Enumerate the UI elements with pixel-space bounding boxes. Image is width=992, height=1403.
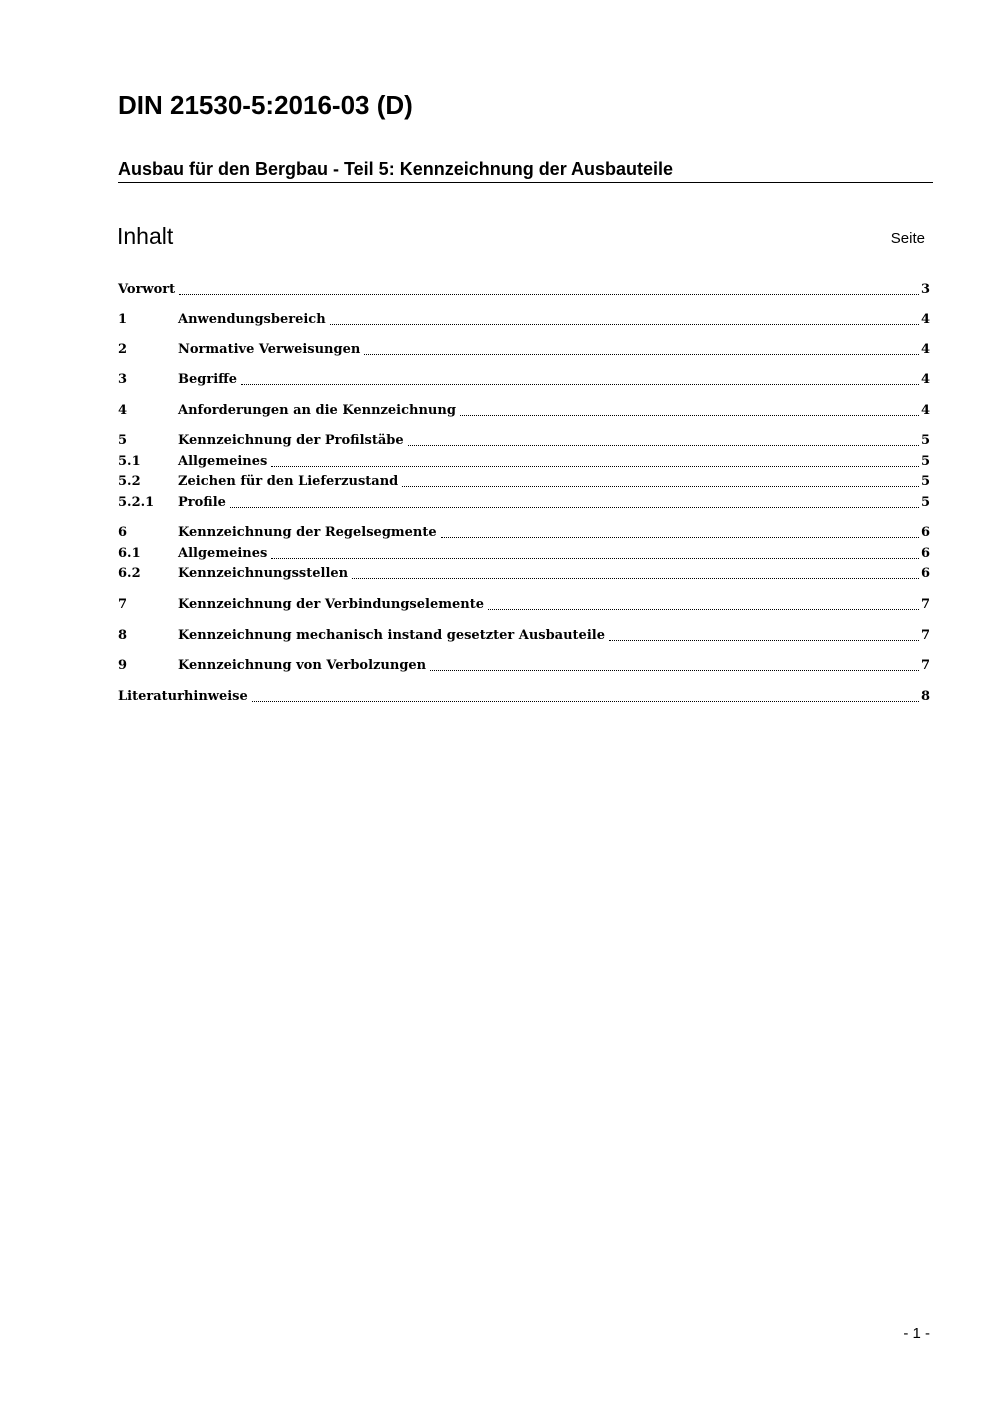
toc-heading: Inhalt — [117, 223, 174, 249]
footer-page-number: - 1 - — [903, 1325, 930, 1342]
toc-entry-title: Allgemeines — [178, 454, 268, 469]
toc-entry-number: 6.2 — [118, 566, 141, 581]
toc-entry-2[interactable] — [118, 340, 930, 360]
toc-entry-5-2[interactable] — [118, 472, 930, 492]
toc-entry-number: 5.2 — [118, 474, 141, 489]
toc-entry-4[interactable] — [118, 401, 930, 421]
toc-entry-number: 3 — [118, 372, 128, 387]
toc-entry-page: 8 — [920, 689, 930, 704]
toc-entry-5-1[interactable] — [118, 452, 930, 472]
toc-dot-leader — [364, 340, 919, 355]
toc-entry-number: 1 — [118, 312, 128, 327]
document-number: DIN 21530-5:2016-03 (D) — [118, 90, 413, 120]
toc-entry-title: Kennzeichnung mechanisch instand gesetzter Ausbauteile — [178, 628, 605, 643]
toc-entry-6-2[interactable] — [118, 564, 930, 584]
toc-entry-9[interactable] — [118, 656, 930, 676]
toc-entry-title: Kennzeichnung von Verbolzungen — [178, 658, 427, 673]
toc-dot-leader — [230, 493, 919, 508]
toc-entry-number: 6 — [118, 525, 128, 540]
toc-entry-title: Begriffe — [178, 372, 238, 387]
toc-dot-leader — [271, 544, 919, 559]
toc-entry-title: Kennzeichnungsstellen — [178, 566, 349, 581]
toc-dot-leader — [352, 564, 919, 579]
toc-entry-title: Normative Verweisungen — [178, 342, 361, 357]
toc-entry-8[interactable] — [118, 626, 930, 646]
toc-entry-title: Kennzeichnung der Regelsegmente — [178, 525, 437, 540]
toc-entry-page: 6 — [920, 525, 930, 540]
toc-entry-title: Zeichen für den Lieferzustand — [178, 474, 399, 489]
toc-dot-leader — [408, 431, 919, 446]
toc-dot-leader — [460, 401, 919, 416]
toc-dot-leader — [609, 626, 919, 641]
toc-entry-number: 7 — [118, 597, 128, 612]
toc-dot-leader — [488, 595, 919, 610]
toc-entry-page: 6 — [920, 546, 930, 561]
toc-entry-page: 3 — [920, 282, 930, 297]
toc-entry-title: Allgemeines — [178, 546, 268, 561]
toc-entry-page: 7 — [920, 658, 930, 673]
toc-entry-page: 5 — [920, 454, 930, 469]
toc-entry-title: Profile — [178, 495, 226, 510]
toc-entry-5-2-1[interactable] — [118, 493, 930, 513]
toc-dot-leader — [330, 310, 919, 325]
toc-entry-literaturhinweise[interactable] — [118, 687, 930, 707]
toc-entry-page: 7 — [920, 628, 930, 643]
toc-dot-leader — [241, 370, 919, 385]
toc-entry-title: Anwendungsbereich — [178, 312, 326, 327]
toc-dot-leader — [402, 472, 919, 487]
toc-entry-page: 4 — [920, 312, 930, 327]
toc-dot-leader — [430, 656, 919, 671]
toc-entry-5[interactable] — [118, 431, 930, 451]
toc-entry-number: 9 — [118, 658, 128, 673]
toc-entry-number: 5.2.1 — [118, 495, 155, 510]
toc-dot-leader — [252, 687, 919, 702]
toc-entry-page: 5 — [920, 474, 930, 489]
toc-entry-page: 7 — [920, 597, 930, 612]
toc-entry-6-1[interactable] — [118, 544, 930, 564]
toc-entry-page: 5 — [920, 495, 930, 510]
toc-entry-title: Vorwort — [118, 282, 176, 297]
toc-entry-number: 6.1 — [118, 546, 141, 561]
toc-page-column-heading: Seite — [890, 230, 925, 247]
toc-entry-number: 8 — [118, 628, 128, 643]
toc-entry-title: Kennzeichnung der Verbindungselemente — [178, 597, 484, 612]
toc-entry-page: 4 — [920, 372, 930, 387]
toc-entry-title: Kennzeichnung der Profilstäbe — [178, 433, 404, 448]
toc-entry-7[interactable] — [118, 595, 930, 615]
toc-entry-page: 4 — [920, 403, 930, 418]
toc-entry-number: 2 — [118, 342, 128, 357]
toc-dot-leader — [179, 280, 919, 295]
toc-dot-leader — [271, 452, 919, 467]
toc-entry-vorwort[interactable] — [118, 280, 930, 300]
toc-entry-page: 5 — [920, 433, 930, 448]
toc-entry-3[interactable] — [118, 370, 930, 390]
toc-entry-number: 5.1 — [118, 454, 141, 469]
toc-entry-number: 5 — [118, 433, 128, 448]
toc-entry-page: 4 — [920, 342, 930, 357]
toc-entry-title: Literaturhinweise — [118, 689, 248, 704]
toc-entry-title: Anforderungen an die Kennzeichnung — [178, 403, 456, 418]
toc-entry-page: 6 — [920, 566, 930, 581]
document-subtitle: Ausbau für den Bergbau - Teil 5: Kennzeichnung der Ausbauteile — [118, 158, 933, 183]
toc-entry-6[interactable] — [118, 523, 930, 543]
toc-entry-number: 4 — [118, 403, 128, 418]
table-of-contents — [118, 0, 930, 760]
toc-dot-leader — [441, 523, 919, 538]
toc-entry-1[interactable] — [118, 310, 930, 330]
